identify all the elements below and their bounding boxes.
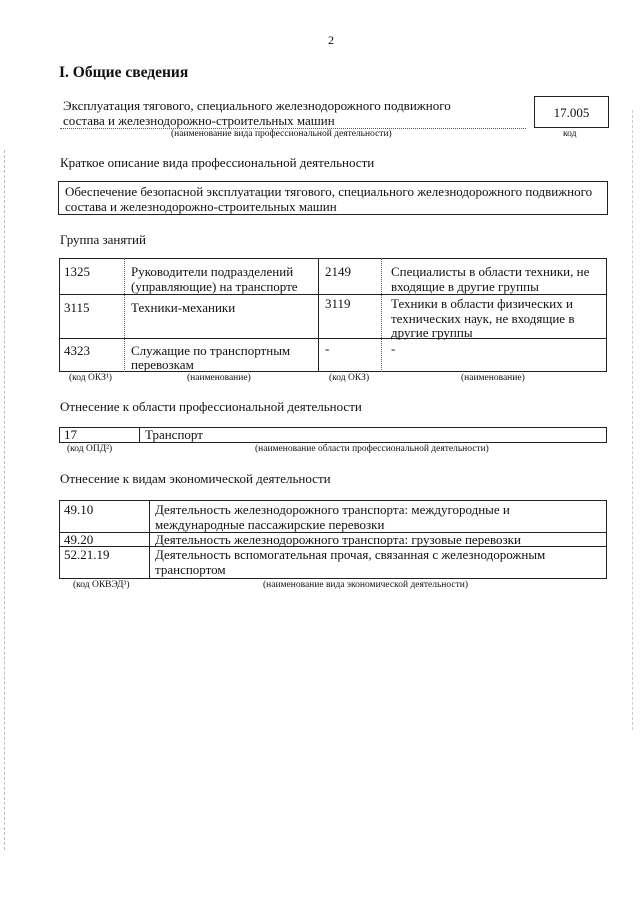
occ-name-caption: (наименование) [187,373,251,383]
short-description-box [58,181,608,215]
section-title: I. Общие сведения [59,64,189,81]
prof-area-heading: Отнесение к области профессиональной деятельности [60,399,362,414]
econ-row3-code: 52.21.19 [64,547,110,562]
okved-name-caption: (наименование вида экономической деятельности) [263,580,468,590]
activity-name-line1: Эксплуатация тягового, специального железнодорожного подвижного [63,98,451,113]
econ-heading: Отнесение к видам экономической деятельности [60,471,331,486]
occ-row2-name2-l1: Техники в области физических и [391,296,573,311]
econ-row3-l1: Деятельность вспомогательная прочая, связанная с железнодорожным [155,547,546,562]
occ-row2-name2-l3: другие группы [391,325,473,340]
occ-row1-name1-l1: Руководители подразделений [131,264,294,279]
activity-name-line2: состава и железнодорожно-строительных машин [63,113,335,128]
scan-artifact-left [4,150,6,850]
okz-code-caption: (код ОКЗ¹) [69,373,112,383]
occ-row2-code1: 3115 [64,300,90,315]
occupations-table [59,258,607,372]
econ-row2-code: 49.20 [64,532,94,547]
opd-name-caption: (наименование области профессиональной деятельности) [255,444,489,454]
okved-code-caption: (код ОКВЭД³) [73,580,130,590]
activity-name-caption: (наименование вида профессиональной деятельности) [171,129,392,139]
occ-row1-name2-l1: Специалисты в области техники, не [391,264,590,279]
short-description-heading: Краткое описание вида профессиональной деятельности [60,155,375,170]
occ-row3-name1-l2: перевозкам [131,357,194,372]
short-description-line2: состава и железнодорожно-строительных машин [65,199,337,214]
econ-row1-l2: международные пассажирские перевозки [155,517,385,532]
occ-row3-name2-l1: - [391,341,396,356]
prof-area-code: 17 [64,427,77,442]
occ-row1-name2-l2: входящие в другие группы [391,279,539,294]
occ-row2-name2-l2: технических наук, не входящие в [391,311,575,326]
activity-code-caption: код [563,129,577,139]
short-description-line1: Обеспечение безопасной эксплуатации тягового, специального железнодорожного подвижного [65,184,593,199]
occupations-heading: Группа занятий [60,232,146,247]
econ-table [59,500,607,579]
occ-row3-code2: - [325,341,330,356]
page-number: 2 [328,33,334,47]
occ-row3-code1: 4323 [64,343,90,358]
occ-row1-code2: 2149 [325,264,351,279]
occ-row3-name1-l1: Служащие по транспортным [131,343,291,358]
occ-row1-code1: 1325 [64,264,90,279]
occ-name-caption-2: (наименование) [461,373,525,383]
prof-area-row [59,427,607,443]
prof-area-name: Транспорт [145,427,203,442]
econ-row3-l2: транспортом [155,562,226,577]
occ-row1-name1-l2: (управляющие) на транспорте [131,279,298,294]
activity-code: 17.005 [553,105,590,120]
opd-code-caption: (код ОПД²) [67,444,113,454]
occ-row2-name1-l1: Техники-механики [131,300,236,315]
econ-row1-l1: Деятельность железнодорожного транспорта: междугородные и [155,502,510,517]
okz-code-caption-2: (код ОКЗ) [329,373,370,383]
econ-row1-code: 49.10 [64,502,94,517]
econ-row2-l1: Деятельность железнодорожного транспорта: грузовые перевозки [155,532,521,547]
occ-row2-code2: 3119 [325,296,351,311]
scan-artifact-right [632,110,634,730]
activity-code-box [534,96,609,128]
